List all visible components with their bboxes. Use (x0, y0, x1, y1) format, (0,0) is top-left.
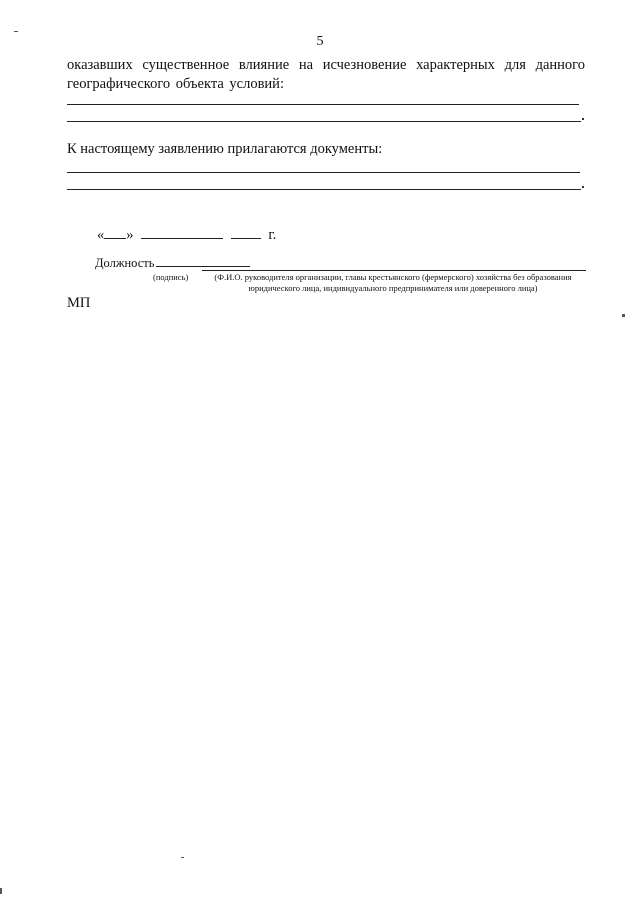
scan-speck (14, 31, 18, 32)
year-suffix: г. (268, 227, 277, 243)
position-field (95, 256, 250, 271)
page-number: 5 (316, 34, 324, 49)
fill-line-3 (67, 172, 580, 173)
stamp-label: МП (67, 295, 91, 311)
month-blank (141, 226, 223, 239)
close-quote: » (126, 227, 134, 243)
fio-line (202, 270, 586, 271)
scan-speck (0, 888, 2, 894)
paragraph-conditions (67, 56, 585, 94)
year-blank (231, 226, 261, 239)
scan-speck (181, 857, 184, 858)
open-quote: « (97, 227, 105, 243)
fill-line-2 (67, 121, 581, 122)
day-blank (104, 226, 126, 239)
fio-caption: (Ф.И.О. руководителя организации, главы крестьянского (фермерского) хозяйства без образования юридического лица, индивидуального предпринимателя или доверенного лица) (214, 272, 572, 293)
position-label: Должность (95, 256, 155, 270)
position-blank (156, 265, 250, 267)
signature-caption: (подпись) (153, 272, 189, 282)
scan-speck (622, 314, 625, 317)
fill-line-4 (67, 189, 581, 190)
date-line (97, 226, 276, 244)
period-mark (582, 118, 584, 120)
paragraph-conditions-line-1: оказавших существенное влияние на исчезновение характерных для данного (67, 57, 585, 73)
period-mark (582, 186, 584, 188)
paragraph-attachments: К настоящему заявлению прилагаются документы: (67, 141, 383, 157)
fill-line-1 (67, 104, 579, 105)
paragraph-conditions-line-2: географического объекта условий: (67, 76, 284, 92)
